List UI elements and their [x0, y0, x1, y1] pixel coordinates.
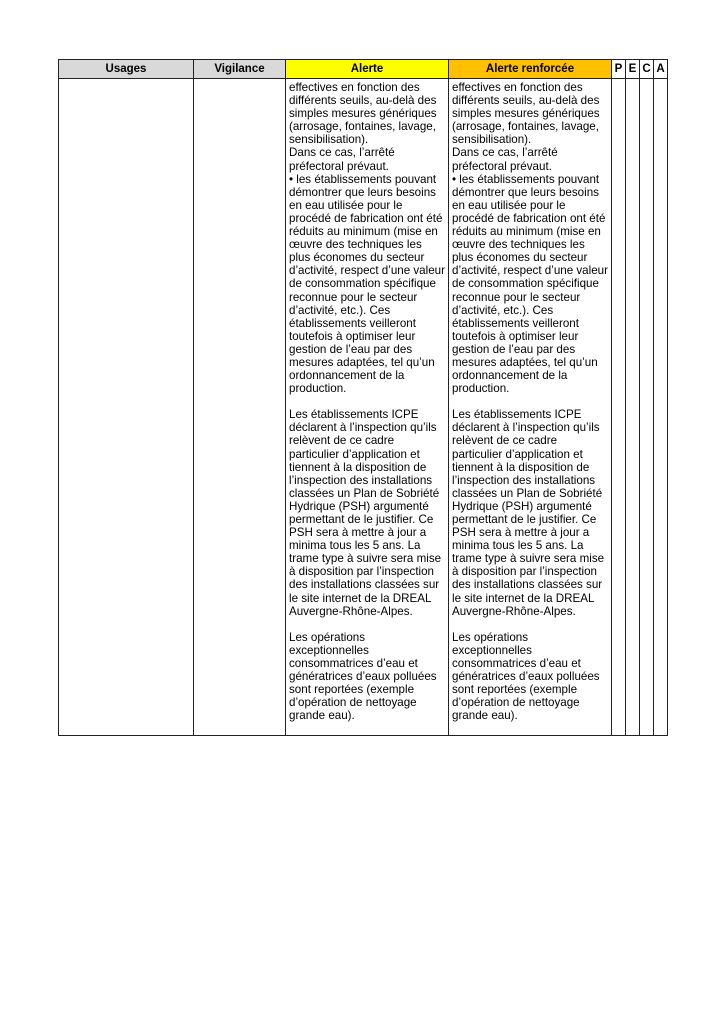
- header-usages: Usages: [59, 60, 194, 79]
- header-alerte-renforcee: Alerte renforcée: [449, 60, 612, 79]
- vigilance-cell: [194, 79, 286, 736]
- header-e: E: [626, 60, 640, 79]
- alerte-cell: [286, 79, 449, 736]
- renforcee-paragraph-3: • les établissements pouvant démontrer que leurs besoins en eau utilisée pour le procédé de fabrication ont été réduits au minimum (mise en œuvre des techniques les plus économes du secteur d’activité, respect d’une valeur de consommation spécifique reconnue pour le secteur d’activité, etc.). Ces établissements veilleront toutefois à optimiser leur gestion de l’eau par des mesures adaptées, tel qu’un ordonnancement de la production.: [452, 172, 608, 396]
- alerte-paragraph-2: Dans ce cas, l’arrêté préfectoral prévaut.: [289, 146, 395, 173]
- renforcee-paragraph-2: Dans ce cas, l’arrêté préfectoral prévaut.: [452, 146, 558, 173]
- alerte-renforcee-cell: [449, 79, 612, 736]
- a-cell: [654, 79, 668, 736]
- header-c: C: [640, 60, 654, 79]
- table-row: [59, 79, 668, 736]
- c-cell: [640, 79, 654, 736]
- renforcee-paragraph-5: Les opérations exceptionnelles consommatrices d’eau et génératrices d’eaux polluées sont reportées (exemple d’opération de nettoyage grande eau).: [452, 630, 600, 723]
- e-cell: [626, 79, 640, 736]
- alerte-paragraph-3: • les établissements pouvant démontrer que leurs besoins en eau utilisée pour le procédé de fabrication ont été réduits au minimum (mise en œuvre des techniques les plus économes du secteur d’activité, respect d’une valeur de consommation spécifique reconnue pour le secteur d’activité, etc.). Ces établissements veilleront toutefois à optimiser leur gestion de l’eau par des mesures adaptées, tel qu’un ordonnancement de la production.: [289, 172, 445, 396]
- header-a: A: [654, 60, 668, 79]
- header-p: P: [612, 60, 626, 79]
- restrictions-table: [58, 59, 668, 736]
- alerte-paragraph-5: Les opérations exceptionnelles consommatrices d’eau et génératrices d’eaux polluées sont reportées (exemple d’opération de nettoyage grande eau).: [289, 630, 437, 723]
- header-row: [59, 60, 668, 79]
- header-alerte: Alerte: [286, 60, 449, 79]
- alerte-paragraph-4: Les établissements ICPE déclarent à l’inspection qu’ils relèvent de ce cadre particulier d’application et tiennent à la disposition de l’inspection des installations classées un Plan de Sobriété Hydrique (PSH) argumenté permettant de le justifier. Ce PSH sera à mettre à jour a minima tous les 5 ans. La trame type à suivre sera mise à disposition par l’inspection des installations classées sur le site internet de la DREAL Auvergne-Rhône-Alpes.: [289, 408, 442, 618]
- alerte-paragraph-1: effectives en fonction des différents seuils, au-delà des simples mesures génériques (arrosage, fontaines, lavage, sensibilisation).: [289, 81, 437, 147]
- usages-cell: [59, 79, 194, 736]
- renforcee-paragraph-4: Les établissements ICPE déclarent à l’inspection qu’ils relèvent de ce cadre particulier d’application et tiennent à la disposition de l’inspection des installations classées un Plan de Sobriété Hydrique (PSH) argumenté permettant de le justifier. Ce PSH sera à mettre à jour a minima tous les 5 ans. La trame type à suivre sera mise à disposition par l’inspection des installations classées sur le site internet de la DREAL Auvergne-Rhône-Alpes.: [452, 408, 605, 618]
- header-vigilance: Vigilance: [194, 60, 286, 79]
- p-cell: [612, 79, 626, 736]
- renforcee-paragraph-1: effectives en fonction des différents seuils, au-delà des simples mesures génériques (arrosage, fontaines, lavage, sensibilisation).: [452, 81, 600, 147]
